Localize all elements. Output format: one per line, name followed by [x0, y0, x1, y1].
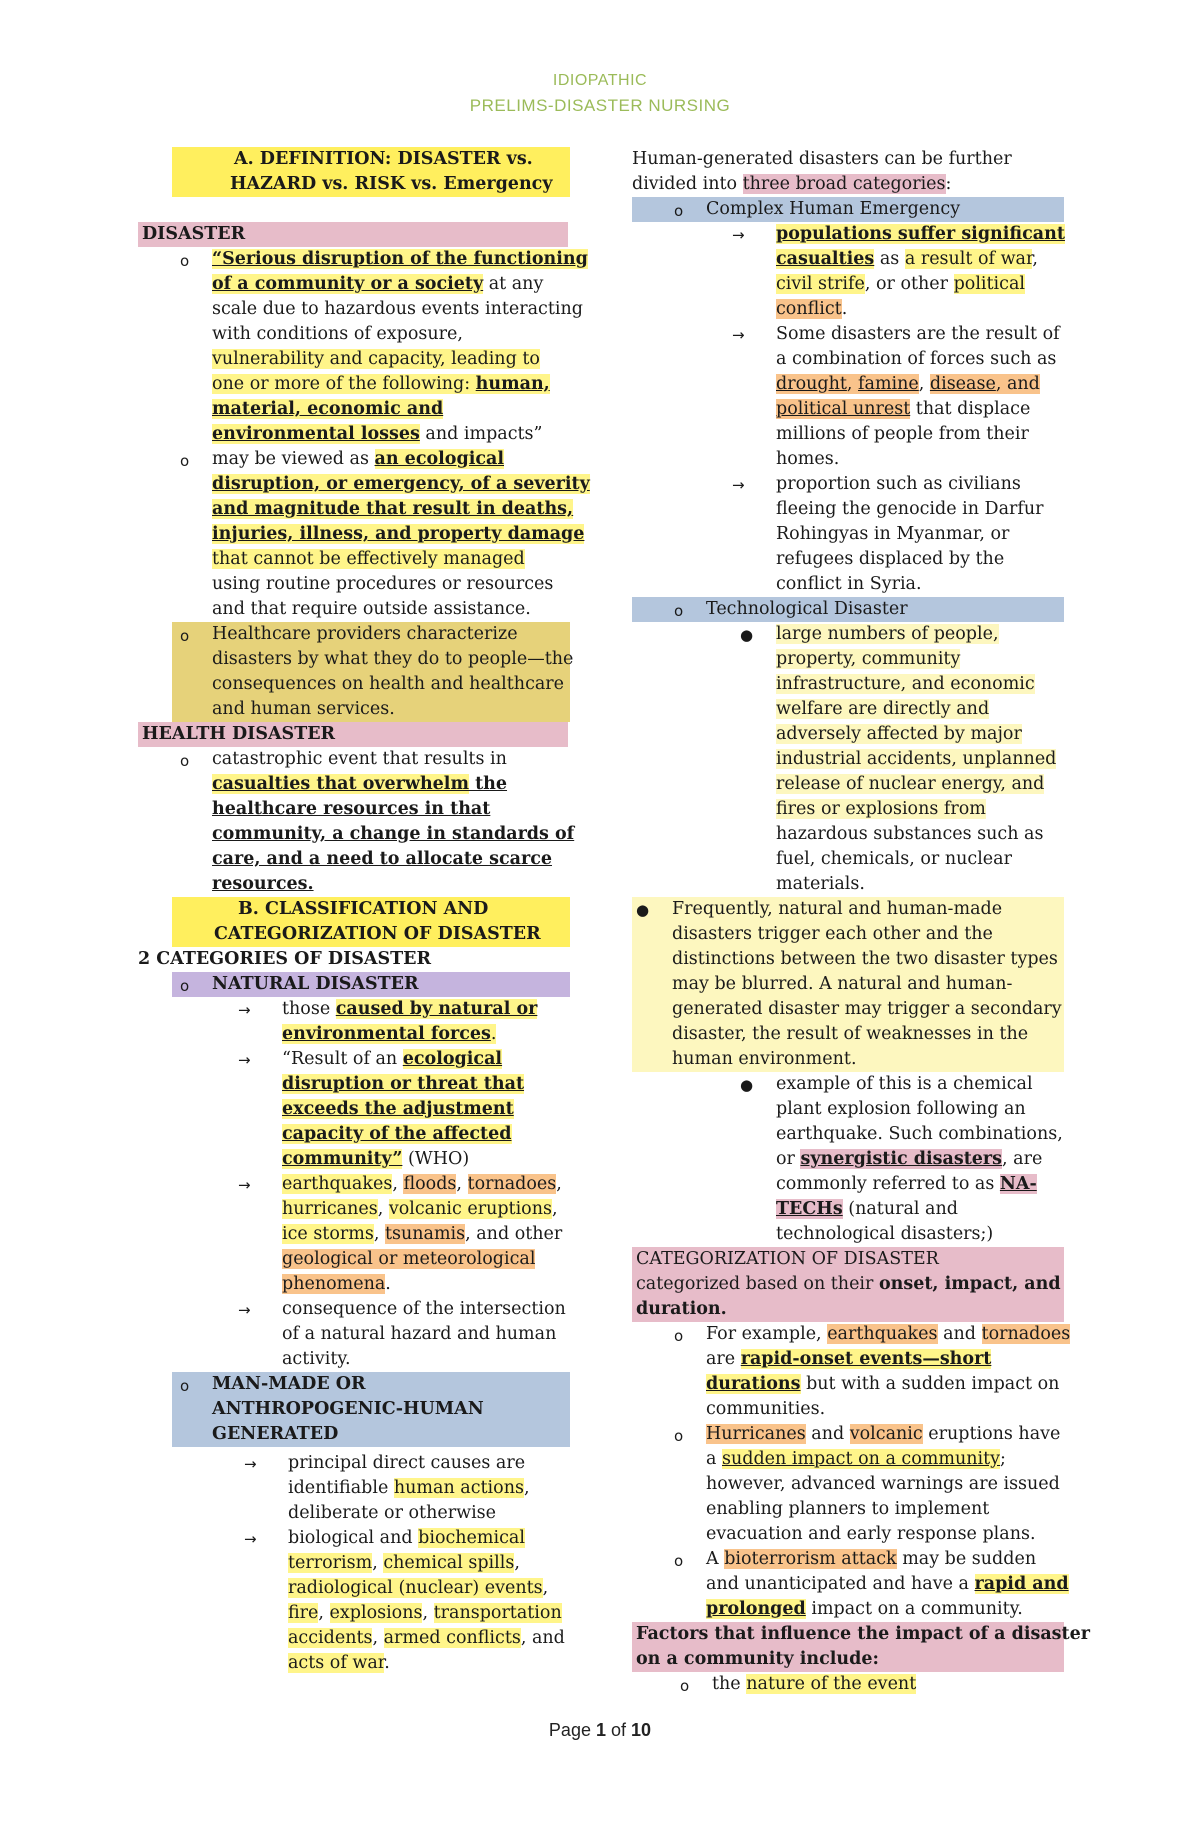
page-footer: Page 1 of 10 — [548, 1720, 652, 1740]
bullet-icon: o — [674, 1427, 684, 1445]
complex-item-2: → Some disasters are the result of a combination of forces such as drought, famine, disease, and political unrest that displace millions of people from their homes. — [732, 324, 1060, 469]
bullet-icon: o — [180, 752, 190, 770]
header-line-2: PRELIMS-DISASTER NURSING — [469, 96, 731, 115]
right-column — [632, 147, 1090, 1697]
section-b-heading: B. CLASSIFICATION AND CATEGORIZATION OF DISASTER — [172, 897, 570, 947]
categorization-item-3: o A bioterrorism attack may be sudden and unanticipated and have a rapid and prolonged impact on a community. — [674, 1549, 1069, 1619]
bullet-dot-icon: ● — [636, 901, 650, 919]
two-categories-title: 2 CATEGORIES OF DISASTER — [138, 949, 432, 969]
natech-example: ● example of this is a chemical plant explosion following an earthquake. Such combinations, or synergistic disasters, are commonly referred to as NA- TECHs (natural and technological disasters;) — [740, 1074, 1063, 1244]
bullet-icon: o — [674, 1552, 684, 1570]
header-line-1: IDIOPATHIC — [552, 72, 648, 89]
manmade-title: o MAN-MADE OR ANTHROPOGENIC-HUMAN GENERATED — [172, 1372, 570, 1447]
manmade-item-2: → biological and biochemical terrorism, chemical spills, radiological (nuclear) events, fire, explosions, transportation accidents, armed conflicts, and acts of war. — [244, 1528, 565, 1673]
complex-item-1: → populations suffer significant casualties as a result of war, civil strife, or other political conflict. — [732, 224, 1065, 319]
arrow-icon: → — [732, 326, 745, 344]
arrow-icon: → — [244, 1530, 257, 1548]
section-a-heading: A. DEFINITION: DISASTER vs. HAZARD vs. RISK vs. Emergency — [172, 147, 570, 199]
bullet-icon: o — [674, 1327, 684, 1345]
technological-item: ● large numbers of people, property, community infrastructure, and economic welfare are directly and adversely affected by major industrial accidents, unplanned release of nuclear energy, and fires or explosions from hazardous substances such as fuel, chemicals, or nuclear materials. — [740, 624, 1057, 894]
bullet-icon: o — [674, 602, 684, 620]
disaster-def-2: o may be viewed as an ecological disruption, or emergency, of a severity and magnitude that result in deaths, injuries, illness, and property damage that cannot be effectively managed using routine procedures or resources and that require outside assistance. — [180, 449, 590, 619]
categorization-box: CATEGORIZATION OF DISASTER categorized based on their onset, impact, and duration. — [632, 1247, 1064, 1322]
bullet-dot-icon: ● — [740, 626, 754, 644]
natural-item-1: → those caused by natural or environmental forces. — [238, 999, 538, 1044]
bullet-icon: o — [680, 1677, 690, 1695]
disaster-title: DISASTER — [138, 222, 568, 247]
natural-disaster-title: o NATURAL DISASTER — [172, 972, 570, 997]
arrow-icon: → — [238, 1176, 251, 1194]
disaster-def-3: o Healthcare providers characterize disasters by what they do to people—the consequences on health and healthcare and human services. — [172, 622, 570, 722]
bullet-icon: o — [674, 202, 684, 220]
bullet-icon: o — [180, 452, 190, 470]
disaster-def-1: o “Serious disruption of the functioning of a community or a society at any scale due to hazardous events interacting with conditions of exposure, vulnerability and capacity, leading to one or more of the following: human, material, economic and environmental losses and impacts” — [180, 249, 588, 444]
health-disaster-title: HEALTH DISASTER — [138, 722, 568, 747]
arrow-icon: → — [238, 1051, 251, 1069]
manmade-item-1: → principal direct causes are identifiable human actions, deliberate or otherwise — [244, 1453, 530, 1523]
arrow-icon: → — [238, 1001, 251, 1019]
complex-emergency-title: o Complex Human Emergency — [632, 197, 1064, 222]
bullet-icon: o — [180, 977, 190, 995]
bullet-dot-icon: ● — [740, 1076, 754, 1094]
natural-item-4: → consequence of the intersection of a natural hazard and human activity. — [238, 1299, 566, 1369]
frequently-note: ● Frequently, natural and human-made disasters trigger each other and the distinctions between the two disaster types may be blurred. A natural and human- generated disaster may trigger a secondary disaster, the result of weaknesses in the human environment. — [632, 897, 1064, 1072]
factors-item-1: o the nature of the event — [632, 1672, 1070, 1697]
bullet-icon: o — [180, 252, 190, 270]
human-generated-intro: Human-generated disasters can be further divided into three broad categories: — [632, 149, 1012, 194]
arrow-icon: → — [244, 1455, 257, 1473]
natural-item-2: → “Result of an ecological disruption or threat that exceeds the adjustment capacity of the affected community” (WHO) — [238, 1049, 525, 1169]
left-column — [138, 147, 590, 1676]
categorization-item-1: o For example, earthquakes and tornadoes are rapid-onset events—short durations but with a sudden impact on communities. — [674, 1324, 1071, 1419]
technological-title: o Technological Disaster — [632, 597, 1064, 622]
natural-item-3: → earthquakes, floods, tornadoes, hurricanes, volcanic eruptions, ice storms, tsunamis, and other geological or meteorological phenomena. — [238, 1174, 563, 1294]
bullet-icon: o — [180, 627, 190, 645]
arrow-icon: → — [732, 226, 745, 244]
complex-item-3: → proportion such as civilians fleeing the genocide in Darfur Rohingyas in Myanmar, or refugees displaced by the conflict in Syria. — [732, 474, 1044, 594]
factors-heading: Factors that influence the impact of a disaster on a community include: — [632, 1622, 1064, 1672]
categorization-item-2: o Hurricanes and volcanic eruptions have a sudden impact on a community; however, advanced warnings are issued enabling planners to implement evacuation and early response plans. — [674, 1424, 1061, 1544]
bullet-icon: o — [180, 1377, 190, 1395]
arrow-icon: → — [732, 476, 745, 494]
arrow-icon: → — [238, 1301, 251, 1319]
health-disaster-def: o catastrophic event that results in casualties that overwhelm the healthcare resources in that community, a change in standards of care, and a need to allocate scarce resources. — [180, 749, 575, 894]
